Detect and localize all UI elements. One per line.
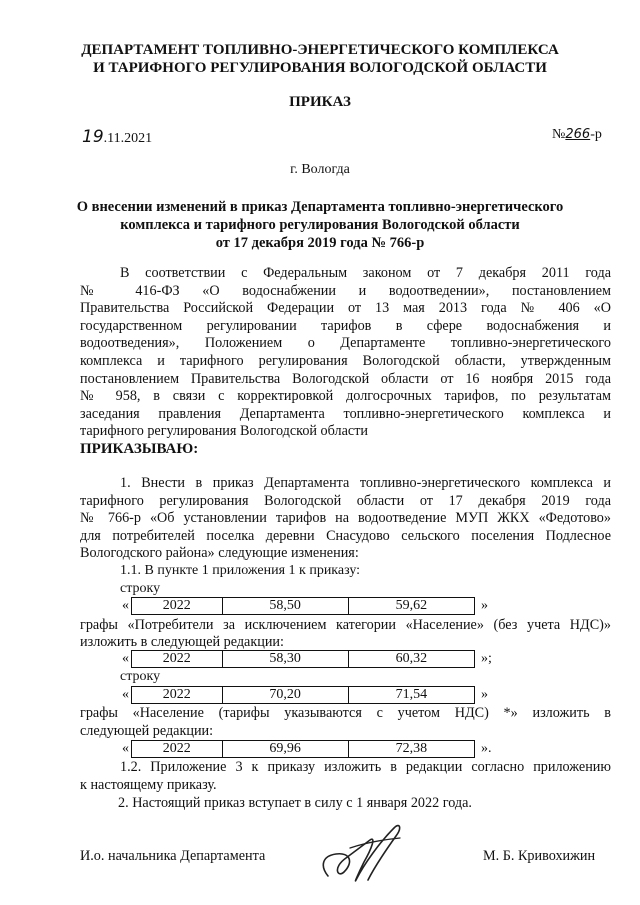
number-suffix: -р [590,127,602,142]
preamble-line: № 958, в связи с корректировкой долгосрочных тарифов, по результатам [80,388,611,405]
preamble-line: водоотведения», Положением о Департаменте топливно-энергетического [80,335,611,352]
close-quote: ». [481,741,492,756]
preamble-line: тарифного регулирования Вологодской области [80,423,368,440]
document-type: ПРИКАЗ [289,94,351,110]
item-1-2 [80,759,611,794]
edition-text-1: изложить в следующей редакции: [80,634,284,650]
preamble-line: постановлением Правительства Вологодской области от 16 ноября 2015 года [80,370,611,387]
open-quote: « [122,598,129,613]
item-1-line: тарифного регулирования Вологодской области от 17 декабря 2019 года [80,492,611,509]
year-cell: 2022 [132,687,223,704]
row-word-2: строку [120,669,161,684]
close-quote: »; [481,651,492,666]
item-1-line: для потребителей поселка деревни Снасудово сельского поселения Подлесное [80,527,611,544]
tariff-h2-cell: 60,32 [348,651,474,668]
handwritten-signature [310,818,420,888]
item-1-line: № 766-р «Об установлении тарифов на водоотведение МУП ЖКХ «Федотово» [80,510,611,527]
tariff-row-old-2 [131,686,475,704]
tariff-h2-cell: 71,54 [348,687,474,704]
preamble-line: Правительства Российской Федерации от 13 мая 2013 года № 406 «О [80,300,611,317]
graph-text-2: графы «Население (тарифы указываются с учетом НДС) *» изложить в [80,705,611,721]
item-1 [80,475,611,563]
open-quote: « [122,687,129,702]
close-quote: » [481,687,488,702]
year-cell: 2022 [132,651,223,668]
preamble-line: заседания правления Департамента топливно-энергетического комплекса и [80,405,611,422]
preamble-line: № 416-ФЗ «О водоснабжении и водоотведении», постановлением [80,282,611,299]
year-cell: 2022 [132,598,223,615]
item-1-2-line: к настоящему приказу. [80,776,217,793]
order-title-line1: О внесении изменений в приказ Департамента топливно-энергетического [76,199,564,215]
item-1-line: Вологодского района» следующие изменения: [80,545,359,562]
handwritten-day: 19 [82,127,104,147]
graph-text-1: графы «Потребители за исключением категории «Население» (без учета НДС)» [80,617,611,633]
order-word: ПРИКАЗЫВАЮ: [80,441,199,457]
preamble-line: комплекса и тарифного регулирования Вологодской области, утвержденным [80,352,611,369]
tariff-row-new-2 [131,740,475,758]
order-number [552,127,602,143]
preamble-line: государственном регулировании тарифов в сфере водоснабжения и [80,317,611,334]
department-name-line2: И ТАРИФНОГО РЕГУЛИРОВАНИЯ ВОЛОГОДСКОЙ ОБЛАСТИ [93,60,547,76]
tariff-h1-cell: 58,50 [222,598,348,615]
tariff-h1-cell: 69,96 [222,741,348,758]
number-sign: № [552,127,566,142]
handwritten-number: 266 [565,127,591,142]
signatory-name: М. Б. Кривохижин [483,848,596,864]
order-date [82,127,152,147]
row-word: строку [120,581,161,596]
preamble-line: В соответствии с Федеральным законом от 7 декабря 2011 года [120,265,611,281]
order-title-line2: комплекса и тарифного регулирования Вологодской области [120,217,520,233]
tariff-h2-cell: 72,38 [348,741,474,758]
open-quote: « [122,741,129,756]
city: г. Вологда [290,162,350,177]
department-name-line1: ДЕПАРТАМЕНТ ТОПЛИВНО-ЭНЕРГЕТИЧЕСКОГО КОМПЛЕКСА [81,42,559,58]
edition-text-2: следующей редакции: [80,723,214,739]
item-2: 2. Настоящий приказ вступает в силу с 1 января 2022 года. [118,795,472,811]
signatory-position: И.о. начальника Департамента [80,848,266,864]
tariff-h1-cell: 58,30 [222,651,348,668]
tariff-h1-cell: 70,20 [222,687,348,704]
preamble [80,265,611,441]
close-quote: » [481,598,488,613]
order-title-line3: от 17 декабря 2019 года № 766-р [215,235,425,251]
year-cell: 2022 [132,741,223,758]
tariff-h2-cell: 59,62 [348,598,474,615]
item-1-line: 1. Внести в приказ Департамента топливно-энергетического комплекса и [120,475,611,491]
tariff-row-new-1 [131,650,475,668]
tariff-row-old-1 [131,597,475,615]
item-1-2-line: 1.2. Приложение 3 к приказу изложить в редакции согласно приложению [120,759,611,775]
open-quote: « [122,651,129,666]
printed-date: .11.2021 [103,131,153,146]
item-1-1: 1.1. В пункте 1 приложения 1 к приказу: [120,563,361,578]
